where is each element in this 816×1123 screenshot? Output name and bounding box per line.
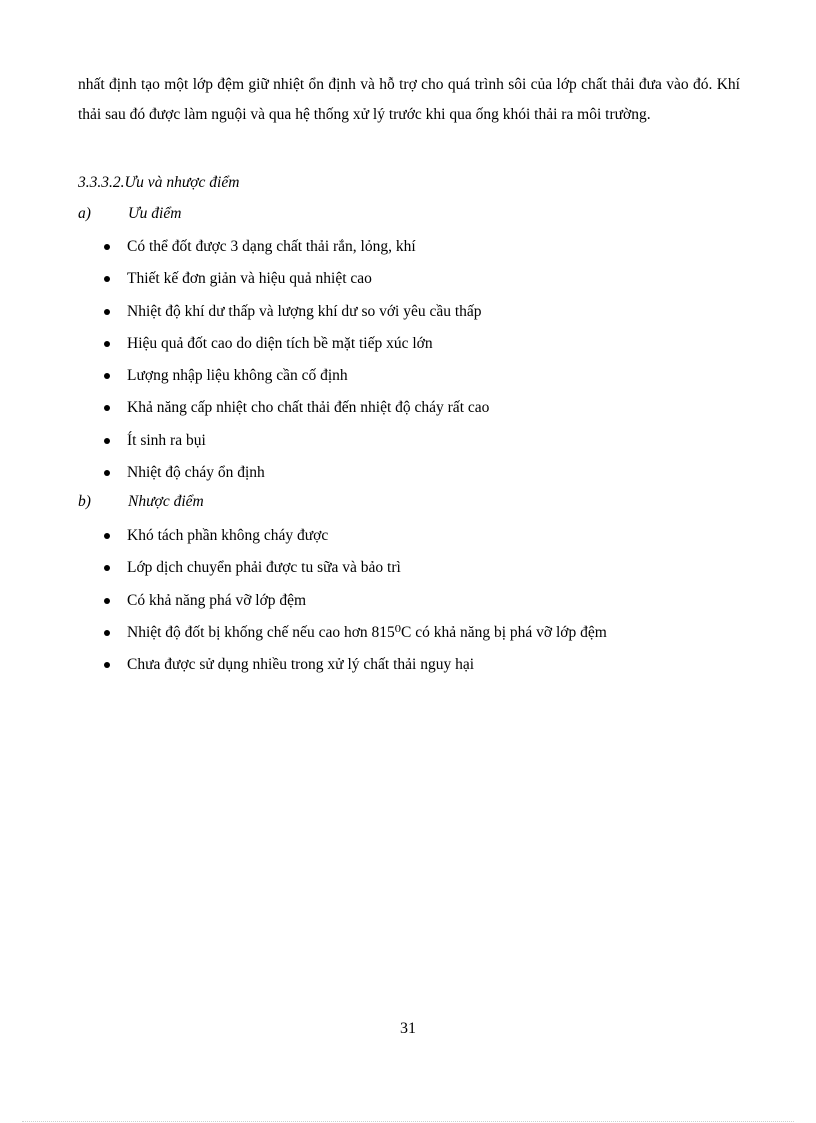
page-bottom-divider xyxy=(22,1121,794,1122)
list-item xyxy=(0,269,816,301)
bullet-icon xyxy=(104,470,110,476)
bullet-icon xyxy=(104,438,110,444)
list-item xyxy=(0,237,816,269)
list-item xyxy=(0,558,816,590)
bullet-icon xyxy=(104,598,110,604)
list-item xyxy=(0,623,816,655)
bullet-icon xyxy=(104,244,110,250)
list-item xyxy=(0,431,816,463)
bullet-icon xyxy=(104,341,110,347)
list-item-text: Có khả năng phá vỡ lớp đệm xyxy=(127,591,307,609)
bullet-icon xyxy=(104,276,110,282)
list-item-text: Lớp dịch chuyển phải được tu sữa và bảo trì xyxy=(127,559,401,577)
list-item xyxy=(0,655,816,687)
disadvantages-label: Nhược điểm xyxy=(128,493,204,510)
bullet-icon xyxy=(104,309,110,315)
list-item-text: Chưa được sử dụng nhiều trong xử lý chất thải nguy hại xyxy=(127,656,475,674)
bullet-icon xyxy=(104,565,110,571)
bullet-icon xyxy=(104,662,110,668)
list-item xyxy=(0,366,816,398)
disadvantages-letter: b) xyxy=(78,493,91,510)
advantages-letter: a) xyxy=(78,205,91,222)
bullet-icon xyxy=(104,630,110,636)
list-item-text: Thiết kế đơn giản và hiệu quả nhiệt cao xyxy=(127,270,372,288)
advantages-list xyxy=(0,237,816,495)
list-item xyxy=(0,398,816,430)
list-item-text: Có thể đốt được 3 dạng chất thải rắn, lỏng, khí xyxy=(127,238,416,255)
bullet-icon xyxy=(104,405,110,411)
advantages-label: Ưu điểm xyxy=(128,205,182,222)
list-item-text: Khả năng cấp nhiệt cho chất thải đến nhiệt độ cháy rất cao xyxy=(127,399,490,417)
list-item xyxy=(0,463,816,495)
bullet-icon xyxy=(104,533,110,539)
list-item-text: Ít sinh ra bụi xyxy=(127,431,206,449)
disadvantages-list xyxy=(0,526,816,687)
list-item-text: Nhiệt độ đốt bị khống chế nếu cao hơn 815⁰C có khả năng bị phá vỡ lớp đệm xyxy=(127,623,607,641)
list-item xyxy=(0,591,816,623)
list-item xyxy=(0,526,816,558)
bullet-icon xyxy=(104,373,110,379)
list-item-text: Hiệu quả đốt cao do diện tích bề mặt tiếp xúc lớn xyxy=(127,334,433,352)
list-item-text: Nhiệt độ cháy ổn định xyxy=(127,464,265,482)
list-item-text: Khó tách phần không cháy được xyxy=(127,527,329,544)
list-item-text: Nhiệt độ khí dư thấp và lượng khí dư so với yêu cầu thấp xyxy=(127,302,482,320)
list-item-text: Lượng nhập liệu không cần cố định xyxy=(127,367,348,385)
page-number: 31 xyxy=(400,1020,416,1037)
section-heading: 3.3.3.2.Ưu và nhược điểm xyxy=(78,174,240,191)
list-item xyxy=(0,302,816,334)
list-item xyxy=(0,334,816,366)
body-paragraph: nhất định tạo một lớp đệm giữ nhiệt ổn định và hỗ trợ cho quá trình sôi của lớp chất thải đưa vào đó. Khí thải sau đó được làm nguội và qua hệ thống xử lý trước khi qua ống khói thải ra môi trường. xyxy=(78,76,740,123)
